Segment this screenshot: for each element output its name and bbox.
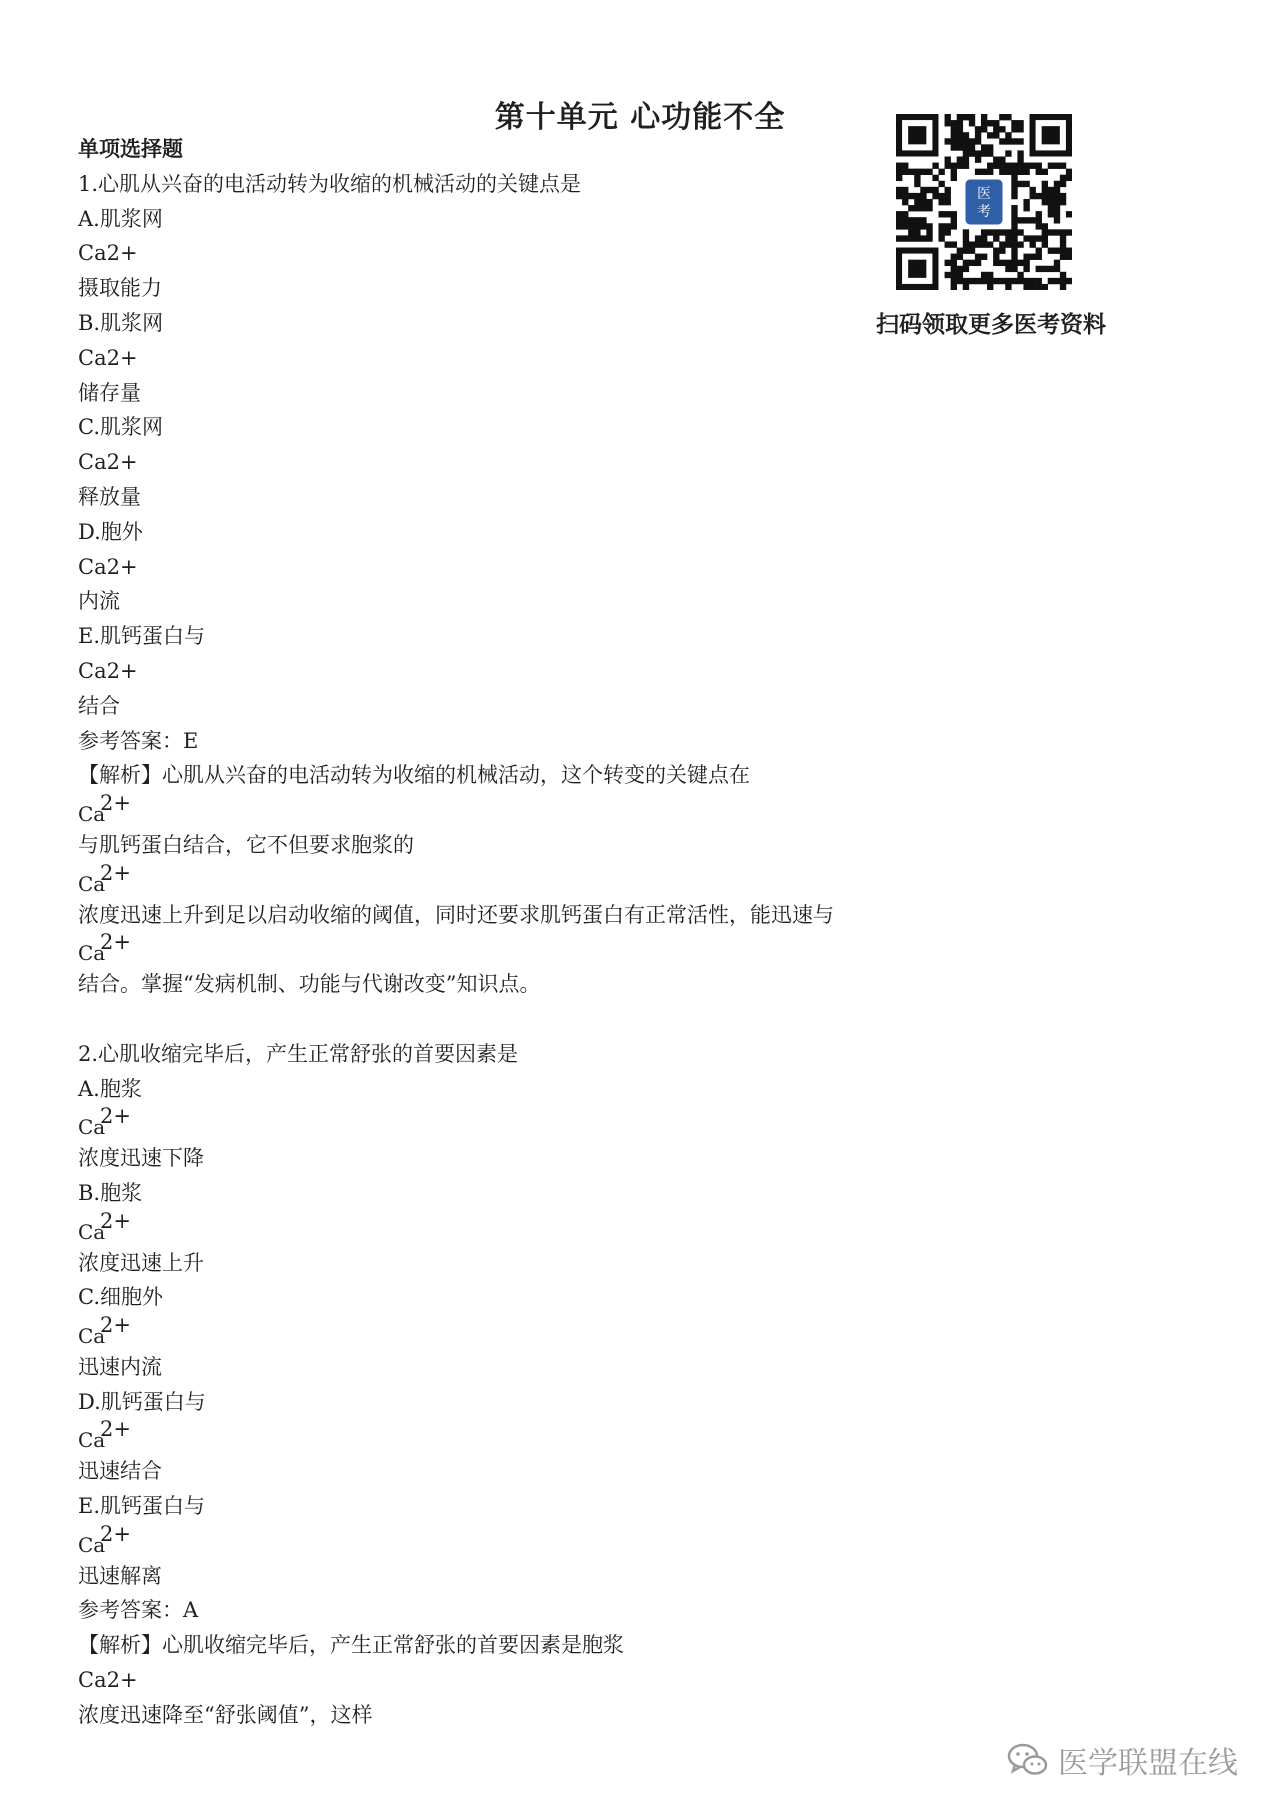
analysis-text: 【解析】心肌从兴奋的电活动转为收缩的机械活动，这个转变的关键点在 bbox=[78, 763, 750, 788]
calcium-ion-label bbox=[78, 932, 978, 967]
calcium-ion-label bbox=[78, 793, 978, 828]
answer-key: 参考答案：A bbox=[78, 1598, 199, 1623]
spacer bbox=[78, 1002, 978, 1037]
ion-charge: 2+ bbox=[100, 930, 131, 955]
option-ion: Ca2+ bbox=[78, 450, 138, 475]
question-stem: 2.心肌收缩完毕后，产生正常舒张的首要因素是 bbox=[78, 1041, 519, 1066]
ion-symbol: Ca bbox=[78, 871, 106, 896]
option-prefix: E.肌钙蛋白与 bbox=[78, 624, 206, 649]
section-heading: 单项选择题 bbox=[78, 137, 183, 161]
answer-key: 参考答案：E bbox=[78, 728, 199, 753]
analysis-text: 结合。掌握“发病机制、功能与代谢改变”知识点。 bbox=[78, 972, 541, 997]
option-suffix: 释放量 bbox=[78, 484, 141, 509]
ion-charge: 2+ bbox=[100, 1417, 131, 1442]
ion-symbol: Ca bbox=[78, 1323, 106, 1348]
option-suffix: 浓度迅速上升 bbox=[78, 1250, 204, 1275]
option-prefix: B.胞浆 bbox=[78, 1180, 143, 1205]
option-ion: Ca2+ bbox=[78, 554, 138, 579]
option-prefix: C.细胞外 bbox=[78, 1285, 163, 1310]
ion-symbol: Ca bbox=[78, 801, 106, 826]
analysis-text: 浓度迅速上升到足以启动收缩的阈值，同时还要求肌钙蛋白有正常活性，能迅速与 bbox=[78, 902, 834, 927]
analysis-text: 【解析】心肌收缩完毕后，产生正常舒张的首要因素是胞浆 bbox=[78, 1633, 624, 1658]
option-suffix: 迅速结合 bbox=[78, 1459, 162, 1484]
ion-symbol: Ca bbox=[78, 1532, 106, 1557]
watermark bbox=[1006, 1738, 1238, 1782]
ion-charge: 2+ bbox=[100, 1521, 131, 1546]
option-suffix: 结合 bbox=[78, 693, 120, 718]
option-prefix: D.肌钙蛋白与 bbox=[78, 1389, 206, 1414]
option-prefix: A.肌浆网 bbox=[78, 206, 163, 231]
ion-charge: 2+ bbox=[100, 1313, 131, 1338]
option-suffix: 内流 bbox=[78, 589, 120, 614]
analysis-text: 浓度迅速降至“舒张阈值”，这样 bbox=[78, 1702, 373, 1727]
option-ion: Ca2+ bbox=[78, 345, 138, 370]
qr-badge-text: 考 bbox=[977, 204, 991, 220]
option-suffix: 迅速解离 bbox=[78, 1563, 162, 1588]
calcium-ion-label bbox=[78, 1208, 978, 1246]
option-suffix: 迅速内流 bbox=[78, 1354, 162, 1379]
option-suffix: 摄取能力 bbox=[78, 276, 162, 301]
calcium-ion-label bbox=[78, 1419, 978, 1454]
calcium-ion-label bbox=[78, 1106, 978, 1141]
option-suffix: 储存量 bbox=[78, 380, 141, 405]
ion-symbol: Ca bbox=[78, 941, 106, 966]
option-ion: Ca2+ bbox=[78, 658, 138, 683]
watermark-text: 医学联盟在线 bbox=[1058, 1746, 1238, 1781]
option-ion: Ca2+ bbox=[78, 1668, 138, 1693]
ion-symbol: Ca bbox=[78, 1428, 106, 1453]
qr-badge-text: 医 bbox=[977, 186, 991, 202]
calcium-ion-label bbox=[78, 1521, 978, 1559]
option-prefix: C.肌浆网 bbox=[78, 415, 163, 440]
option-prefix: D.胞外 bbox=[78, 519, 143, 544]
option-prefix: E.肌钙蛋白与 bbox=[78, 1494, 206, 1519]
analysis-text: 与肌钙蛋白结合，它不但要求胞浆的 bbox=[78, 832, 414, 857]
option-prefix: A.胞浆 bbox=[78, 1076, 142, 1101]
option-prefix: B.肌浆网 bbox=[78, 310, 164, 335]
wechat-icon bbox=[1006, 1740, 1050, 1780]
calcium-ion-label bbox=[78, 1315, 978, 1350]
question-stem: 1.心肌从兴奋的电活动转为收缩的机械活动的关键点是 bbox=[78, 171, 582, 196]
ion-charge: 2+ bbox=[100, 1208, 131, 1233]
option-ion: Ca2+ bbox=[78, 241, 138, 266]
ion-charge: 2+ bbox=[100, 1104, 131, 1129]
ion-symbol: Ca bbox=[78, 1115, 106, 1140]
page-title: 第十单元 心功能不全 bbox=[494, 100, 786, 135]
ion-charge: 2+ bbox=[100, 860, 131, 885]
option-suffix: 浓度迅速下降 bbox=[78, 1146, 204, 1171]
question-list bbox=[78, 132, 978, 1733]
ion-charge: 2+ bbox=[100, 791, 131, 816]
ion-symbol: Ca bbox=[78, 1219, 106, 1244]
calcium-ion-label bbox=[78, 860, 978, 898]
qr-caption: 扫码领取更多医考资料 bbox=[876, 312, 1106, 338]
